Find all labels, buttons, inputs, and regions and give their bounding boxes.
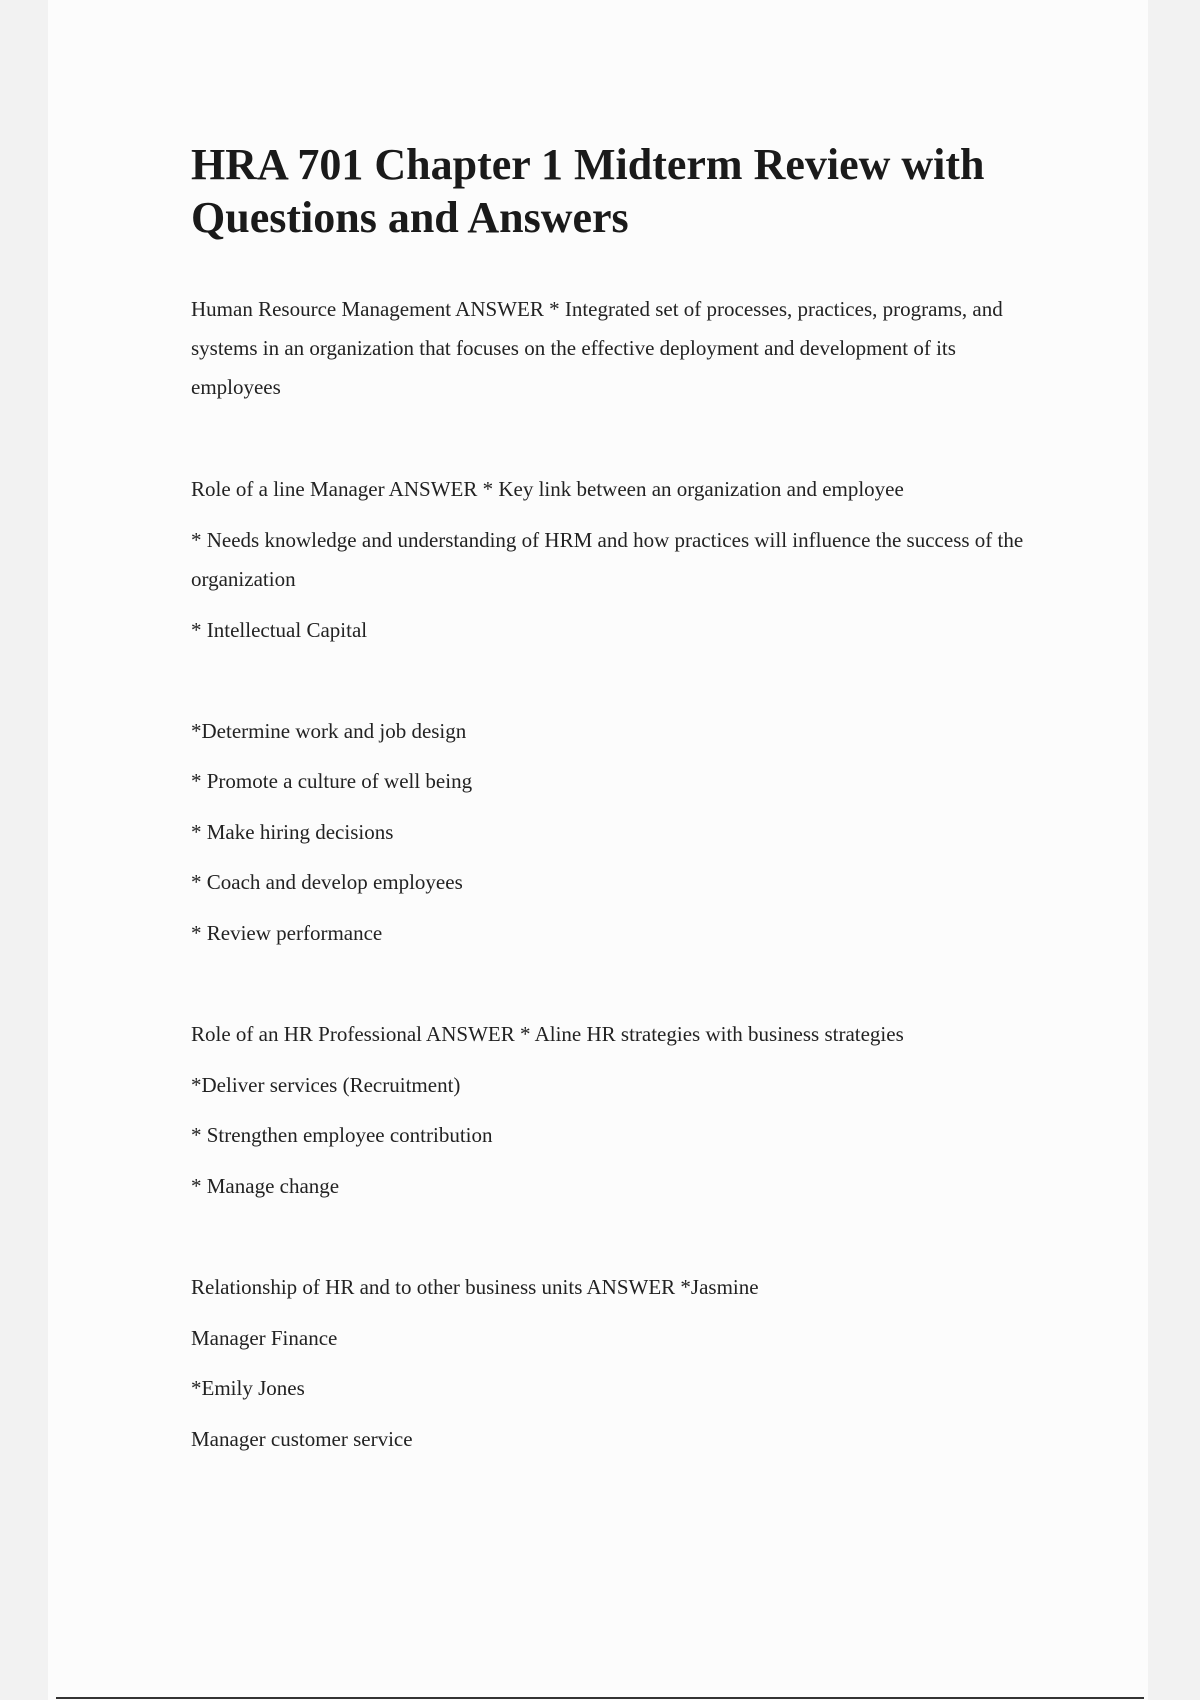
text-manager-finance: Manager Finance: [191, 1326, 338, 1350]
list-item-review: * Review performance: [191, 921, 383, 945]
paragraph-hr-relationship: Relationship of HR and to other business units ANSWER *Jasmine: [191, 1275, 759, 1299]
list-item-hiring: * Make hiring decisions: [191, 820, 394, 844]
paragraph-intellectual-capital: * Intellectual Capital: [191, 618, 368, 642]
list-item-manage-change: * Manage change: [191, 1174, 340, 1198]
text-emily-jones: *Emily Jones: [191, 1376, 305, 1400]
paragraph-hr-professional-role: Role of an HR Professional ANSWER * Aline HR strategies with business strategies: [191, 1022, 904, 1046]
paragraph-line-manager-role: Role of a line Manager ANSWER * Key link between an organization and employee: [191, 477, 904, 501]
list-item-well-being: * Promote a culture of well being: [191, 769, 473, 793]
bottom-divider: [56, 1697, 1144, 1699]
paragraph-line-manager-knowledge: * Needs knowledge and understanding of HRM and how practices will influence the success of the organization: [191, 528, 1024, 591]
list-item-strengthen: * Strengthen employee contribution: [191, 1123, 493, 1147]
list-item-job-design: *Determine work and job design: [191, 719, 467, 743]
document-title: HRA 701 Chapter 1 Midterm Review with Questions and Answers: [191, 140, 985, 242]
paragraph-hrm-definition: Human Resource Management ANSWER * Integrated set of processes, practices, programs, and systems in an organization that focuses on the effective deployment and development of its employees: [191, 297, 1003, 399]
list-item-deliver-services: *Deliver services (Recruitment): [191, 1073, 461, 1097]
text-manager-customer-service: Manager customer service: [191, 1427, 413, 1451]
list-item-coach: * Coach and develop employees: [191, 870, 463, 894]
